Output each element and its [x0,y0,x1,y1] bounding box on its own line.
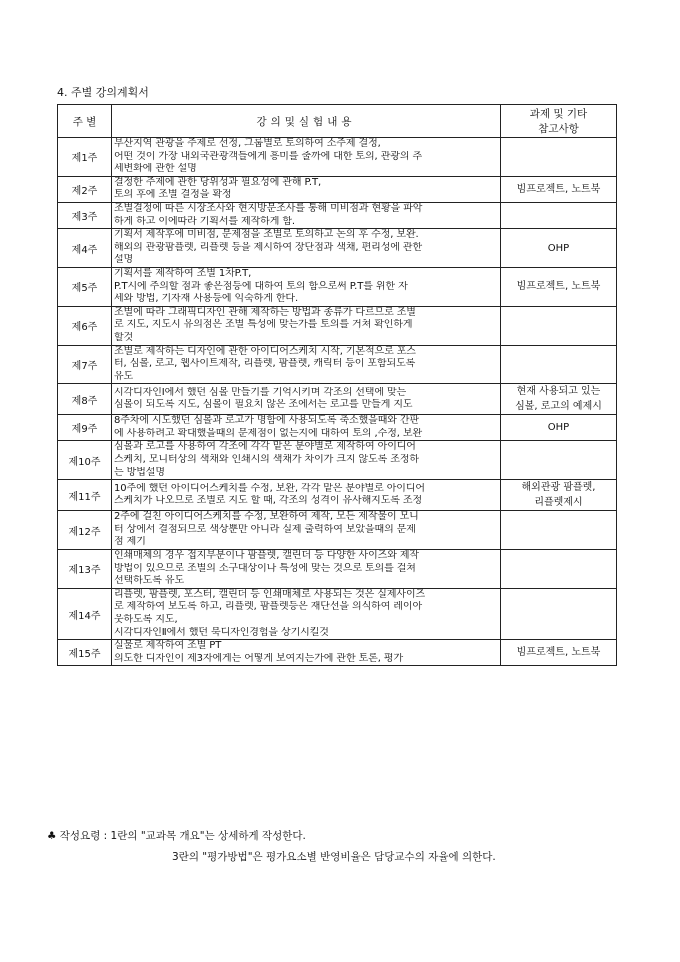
week-cell: 제15주 [58,640,112,666]
footer-line1 [47,828,306,843]
content-line: 터 상에서 결점되므로 색상뿐만 아니라 실제 출력하여 보았을때의 문제 [114,523,416,535]
content-line: 시각디자인Ⅱ에서 했던 북디자인경험을 상기시킬것 [114,626,329,638]
week-cell: 제3주 [58,202,112,228]
content-line: 스케치, 모니터상의 색채와 인쇄시의 색채가 차이가 크지 않도록 조정하 [114,454,419,466]
footer-line2: 3란의 "평가방법"은 평가요소별 반영비율은 담당교수의 자율에 의한다. [172,851,496,863]
week-cell: 제1주 [58,138,112,177]
header-notes [501,105,617,138]
week-cell: 제11주 [58,480,112,511]
week-cell: 제4주 [58,229,112,268]
content-line: 는 방법설명 [114,466,165,478]
weekly-plan-table [57,104,617,666]
notes-line: 현재 사용되고 있는 [516,386,601,398]
notes-line: 해외관광 팜플렛, [521,482,596,494]
content-cell [112,267,501,306]
week-cell: 제10주 [58,441,112,480]
content-cell [112,176,501,202]
notes-line: 빔프로젝트, 노트북 [516,647,601,659]
header-week: 주 별 [58,105,112,138]
week-cell: 제12주 [58,511,112,550]
notes-cell [501,267,617,306]
table-row [58,511,617,550]
notes-line: 빔프로젝트, 노트북 [516,281,601,293]
notes-cell [501,588,617,639]
week-cell: 제7주 [58,345,112,384]
content-line: P.T시에 주의할 점과 좋은점등에 대하여 토의 함으로써 P.T를 위한 자 [114,280,408,292]
notes-cell [501,480,617,511]
section-title: 4. 주별 강의계획서 [57,86,149,99]
notes-line: 빔프로젝트, 노트북 [516,183,601,195]
table-row [58,550,617,589]
header-content: 강의및실험내용 [112,105,501,138]
table-row [58,415,617,441]
content-cell [112,550,501,589]
content-line: 8주차에 시도했던 심볼과 로고가 명함에 사용되도록 축소했을때와 간판 [114,415,420,427]
content-cell [112,480,501,511]
content-line: 에 사용하려고 확대했을때의 문제점이 없는지에 대하여 토의 ,수정, 보완 [114,427,423,439]
notes-cell [501,550,617,589]
content-cell [112,345,501,384]
notes-line: OHP [547,422,570,434]
content-line: 10주에 했던 아이디어스케치를 수정, 보완, 각각 맡은 분야별로 아이디어 [114,482,425,494]
content-line: 조별에 따라 그래픽디자인 관해 제작하는 방법과 종류가 다르므로 조별 [114,306,416,318]
notes-cell [501,441,617,480]
notes-cell [501,229,617,268]
content-cell [112,640,501,666]
content-line: 조별로 제작하는 디자인에 관한 아이디어스케치 시작, 기본적으로 포스 [114,345,416,357]
table-row [58,588,617,639]
content-line: 스케치가 나오므로 조별로 지도 할 때, 각조의 성격이 유사해지도록 조정 [114,495,423,507]
content-line: 실물로 제작하여 조별 PT [114,640,222,652]
notes-cell [501,415,617,441]
notes-cell [501,202,617,228]
content-cell [112,306,501,345]
table-row [58,267,617,306]
content-line: 리플렛, 팜플렛, 포스터, 캘린더 등 인쇄매체로 사용되는 것은 실제사이즈 [114,588,426,600]
week-cell: 제13주 [58,550,112,589]
table-row [58,441,617,480]
notes-line: OHP [547,242,570,254]
table-row [58,480,617,511]
content-line: 심볼과 로고를 사용하여 각조에 각각 맡은 분야별로 제작하여 아이디어 [114,441,416,453]
table-row [58,202,617,228]
content-cell [112,511,501,550]
table-row [58,640,617,666]
header-notes-line2: 참고사항 [538,123,579,135]
notes-cell [501,640,617,666]
content-line: 어떤 것이 가장 내외국관광객들에게 흥미를 줄까에 대한 토의, 관광의 추 [114,150,423,162]
header-notes-line1: 과제 및 기타 [529,108,588,120]
content-line: 조별결정에 따른 시장조사와 현지방문조사를 통해 미비점과 현황을 파악 [114,202,423,214]
table-row [58,138,617,177]
content-line: 의도한 디자인이 제3자에게는 어떻게 보여지는가에 관한 토론, 평가 [114,652,404,664]
content-line: 선택하도록 유도 [114,575,184,587]
table-row [58,306,617,345]
notes-line: 리플렛제시 [534,497,583,509]
content-cell [112,202,501,228]
week-cell: 제5주 [58,267,112,306]
content-line: 기획서 제작후에 미비점, 문제점을 조별로 토의하고 논의 후 수정, 보완. [114,229,419,241]
notes-cell [501,384,617,415]
content-line: 로 제작하여 보도록 하고, 리플렛, 팜플렛등은 재단선을 의식하여 레이아 [114,601,423,613]
content-line: 로 지도, 지도시 유의점은 조별 특성에 맞는가를 토의를 거쳐 확인하게 [114,319,413,331]
table-header-row [58,105,617,138]
table-row [58,176,617,202]
notes-cell [501,345,617,384]
content-line: 점 제기 [114,536,146,548]
content-cell [112,441,501,480]
content-cell [112,138,501,177]
content-line: 기획서를 제작하여 조별 1차P.T, [114,267,252,279]
content-line: 세와 방법, 기자재 사용등에 익숙하게 한다. [114,293,299,305]
week-cell: 제8주 [58,384,112,415]
week-cell: 제2주 [58,176,112,202]
content-line: 2주에 걸친 아이디어스케치를 수정, 보완하여 제작, 모든 제작물이 모니 [114,511,419,523]
table-row [58,345,617,384]
week-cell: 제6주 [58,306,112,345]
notes-line: 심볼, 로고의 예제시 [515,401,602,413]
content-line: 설명 [114,254,134,266]
notes-cell [501,306,617,345]
week-cell: 제14주 [58,588,112,639]
footer-line1-text: 작성요령 : 1란의 "교과목 개요"는 상세하게 작성한다. [59,830,306,842]
week-cell: 제9주 [58,415,112,441]
notes-cell [501,176,617,202]
content-cell [112,588,501,639]
notes-cell [501,511,617,550]
content-line: 터, 심볼, 로고, 웹사이트제작, 리플렛, 팜플렛, 캐릭터 등이 포함되도록 [114,358,416,370]
content-line: 웃하도록 지도, [114,614,178,625]
content-line: 심볼이 되도록 지도, 심볼이 필요치 않은 조에서는 로고를 만들게 지도 [114,399,413,411]
table-row [58,229,617,268]
content-line: 하게 하고 이에따라 기획서를 제작하게 함. [114,215,295,227]
content-line: 할것 [114,331,134,343]
content-line: 해외의 관광팜플렛, 리플렛 등을 제시하여 장단점과 색채, 편리성에 관한 [114,241,423,253]
content-cell [112,384,501,415]
club-icon: ♣ [47,830,57,842]
content-cell [112,229,501,268]
content-line: 방법이 있으므로 조별의 소구대상이나 특성에 맞는 것으로 토의를 걸쳐 [114,562,416,574]
content-line: 결정한 주제에 관한 당위성과 필요성에 관해 P.T, [114,176,322,188]
content-line: 부산지역 관광을 주제로 선정, 그룹별로 토의하여 소주제 결정, [114,138,381,149]
content-line: 인쇄매체의 경우 접지부분이나 팜플렛, 캘린더 등 다양한 사이즈와 제작 [114,550,419,562]
content-line: 토의 후에 조별 결정을 확정 [114,189,232,201]
table-row [58,384,617,415]
notes-cell [501,138,617,177]
content-line: 시각디자인Ⅰ에서 했던 심볼 만들기를 기억시키며 각조의 선택에 맞는 [114,386,407,398]
content-line: 세변화에 관한 설명 [114,163,197,175]
content-cell [112,415,501,441]
content-line: 유도 [114,370,134,382]
